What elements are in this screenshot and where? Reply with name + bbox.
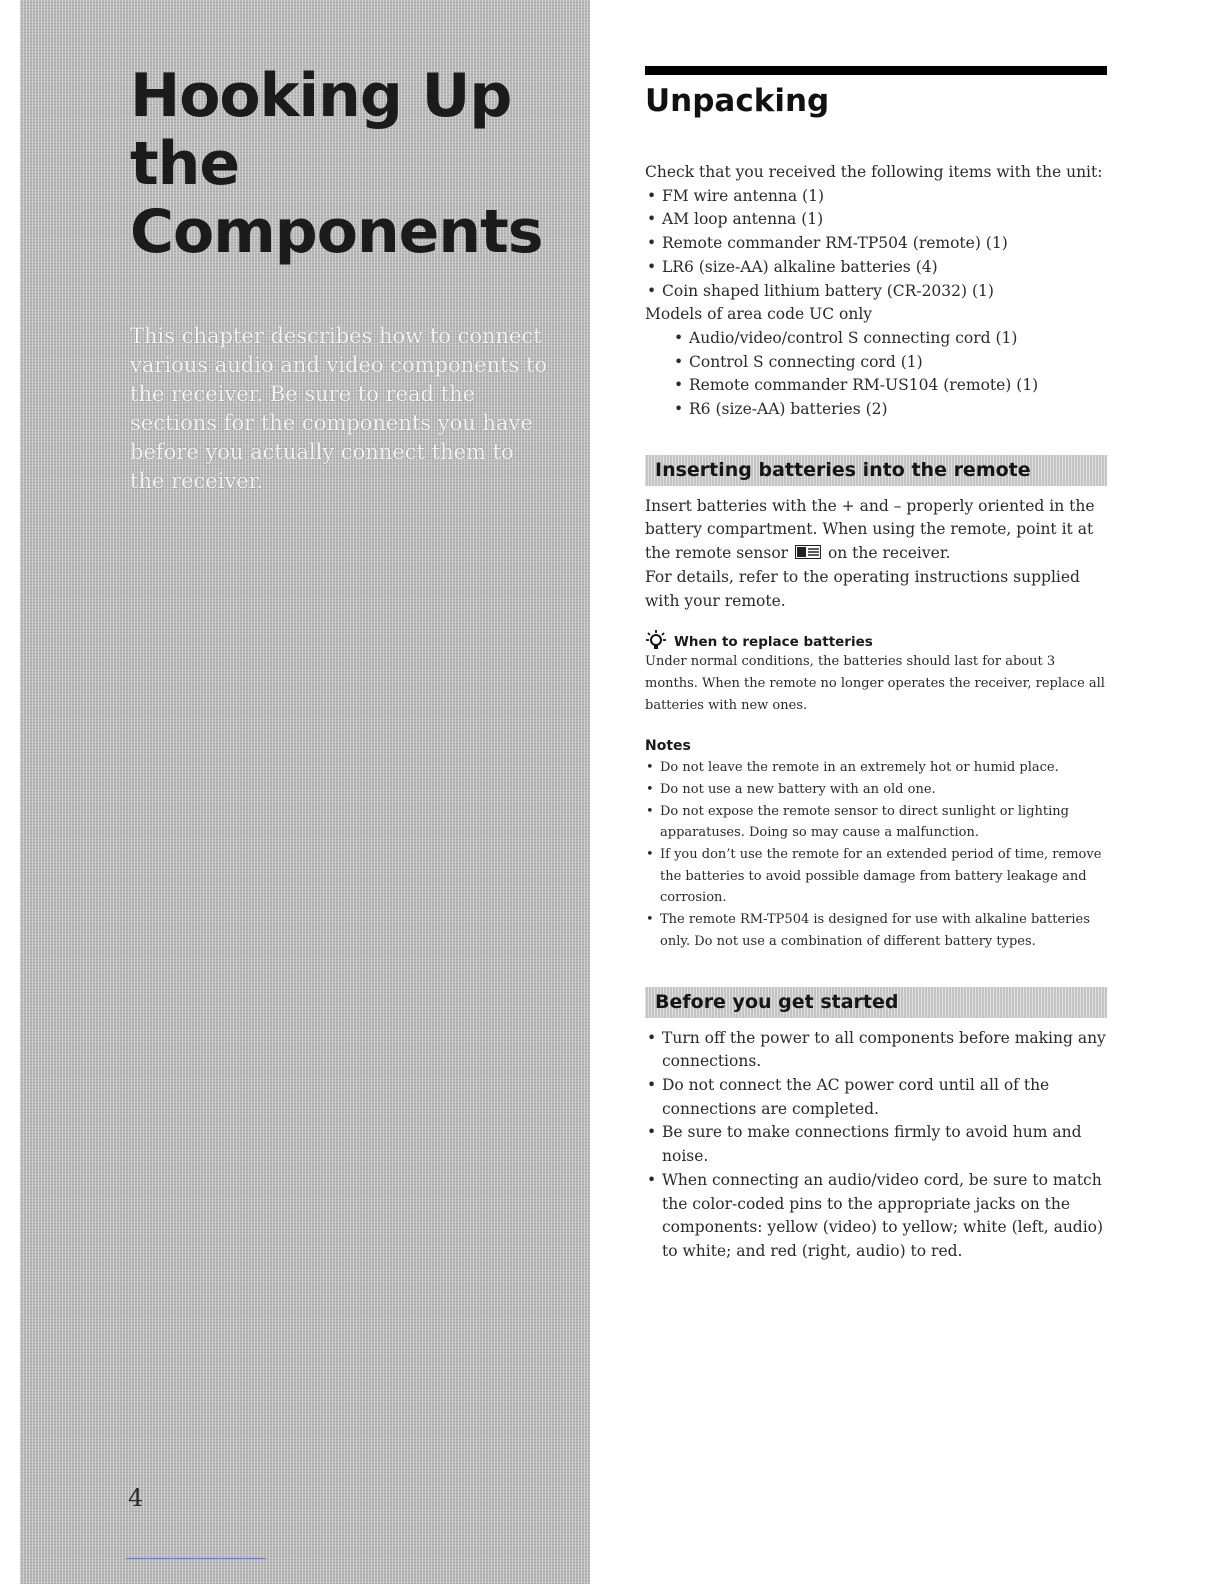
list-item: • Do not connect the AC power cord until all of the connections are completed. xyxy=(645,1074,1107,1121)
list-item: • Remote commander RM-TP504 (remote) (1) xyxy=(645,232,1107,256)
page-number: 4 xyxy=(128,1484,144,1512)
list-item: • Turn off the power to all components before making any connections. xyxy=(645,1027,1107,1074)
batteries-p1-before: Insert batteries with the + and – properly oriented in the battery compartment. When using the remote, point it at the remote sensor xyxy=(645,496,1095,563)
list-item: • FM wire antenna (1) xyxy=(645,185,1107,209)
section-title-unpacking: Unpacking xyxy=(645,83,830,119)
remote-sensor-icon xyxy=(795,545,821,559)
before-list xyxy=(645,1027,1107,1264)
chapter-intro: This chapter describes how to connect various audio and video components to the receiver. Be sure to read the sections for the components you have before you actually connect them to the receiver. xyxy=(130,324,548,493)
subsection-heading-batteries: Inserting batteries into the remote xyxy=(655,458,1031,481)
notes-heading: Notes xyxy=(645,738,691,755)
models-items xyxy=(645,327,1107,422)
list-item: • Remote commander RM-US104 (remote) (1) xyxy=(645,374,1107,398)
batteries-paragraph-2: For details, refer to the operating instructions supplied with your remote. xyxy=(645,567,1080,610)
list-item: • When connecting an audio/video cord, be sure to match the color-coded pins to the appropriate jacks on the components: yellow (video) to yellow; white (left, audio) to white; and red (right, audio) to red. xyxy=(645,1169,1107,1264)
list-item: • Audio/video/control S connecting cord (1) xyxy=(645,327,1107,351)
list-item: • The remote RM-TP504 is designed for use with alkaline batteries only. Do not use a combination of different battery types. xyxy=(645,909,1107,952)
chapter-panel xyxy=(20,0,590,1584)
subsection-heading-before: Before you get started xyxy=(655,990,899,1013)
chapter-title-line-3: Components xyxy=(130,197,543,267)
list-item: • Do not use a new battery with an old one. xyxy=(645,779,1107,801)
page-underline xyxy=(126,1558,266,1559)
unpacking-lead: Check that you received the following items with the unit: xyxy=(645,163,1103,181)
list-item: • Do not leave the remote in an extremely hot or humid place. xyxy=(645,757,1107,779)
list-item: • Control S connecting cord (1) xyxy=(645,351,1107,375)
tip-heading xyxy=(645,629,1107,651)
list-item: • Be sure to make connections firmly to avoid hum and noise. xyxy=(645,1121,1107,1168)
tip-heading-text: When to replace batteries xyxy=(674,634,873,651)
subsection-band-before xyxy=(645,987,1107,1018)
list-item: • Do not expose the remote sensor to direct sunlight or lighting apparatuses. Doing so may cause a malfunction. xyxy=(645,801,1107,844)
list-item: • AM loop antenna (1) xyxy=(645,208,1107,232)
section-rule xyxy=(645,66,1107,75)
list-item: • If you don’t use the remote for an extended period of time, remove the batteries to avoid possible damage from battery leakage and corrosion. xyxy=(645,844,1107,909)
list-item: • LR6 (size-AA) alkaline batteries (4) xyxy=(645,256,1107,280)
notes-list xyxy=(645,757,1107,952)
content-column xyxy=(645,66,1107,1264)
models-label: Models of area code UC only xyxy=(645,305,873,324)
batteries-paragraph-1 xyxy=(645,495,1107,566)
lightbulb-icon xyxy=(645,629,667,651)
unpacking-items xyxy=(645,185,1107,304)
chapter-title-line-1: Hooking Up xyxy=(130,61,512,131)
chapter-title-line-2: the xyxy=(130,129,240,199)
batteries-p1-after: on the receiver. xyxy=(827,544,951,563)
tip-text: Under normal conditions, the batteries should last for about 3 months. When the remote no longer operates the receiver, replace all batteries with new ones. xyxy=(645,654,1105,714)
list-item: • R6 (size-AA) batteries (2) xyxy=(645,398,1107,422)
chapter-title xyxy=(130,62,570,266)
list-item: • Coin shaped lithium battery (CR-2032) (1) xyxy=(645,280,1107,304)
subsection-band-batteries xyxy=(645,455,1107,486)
